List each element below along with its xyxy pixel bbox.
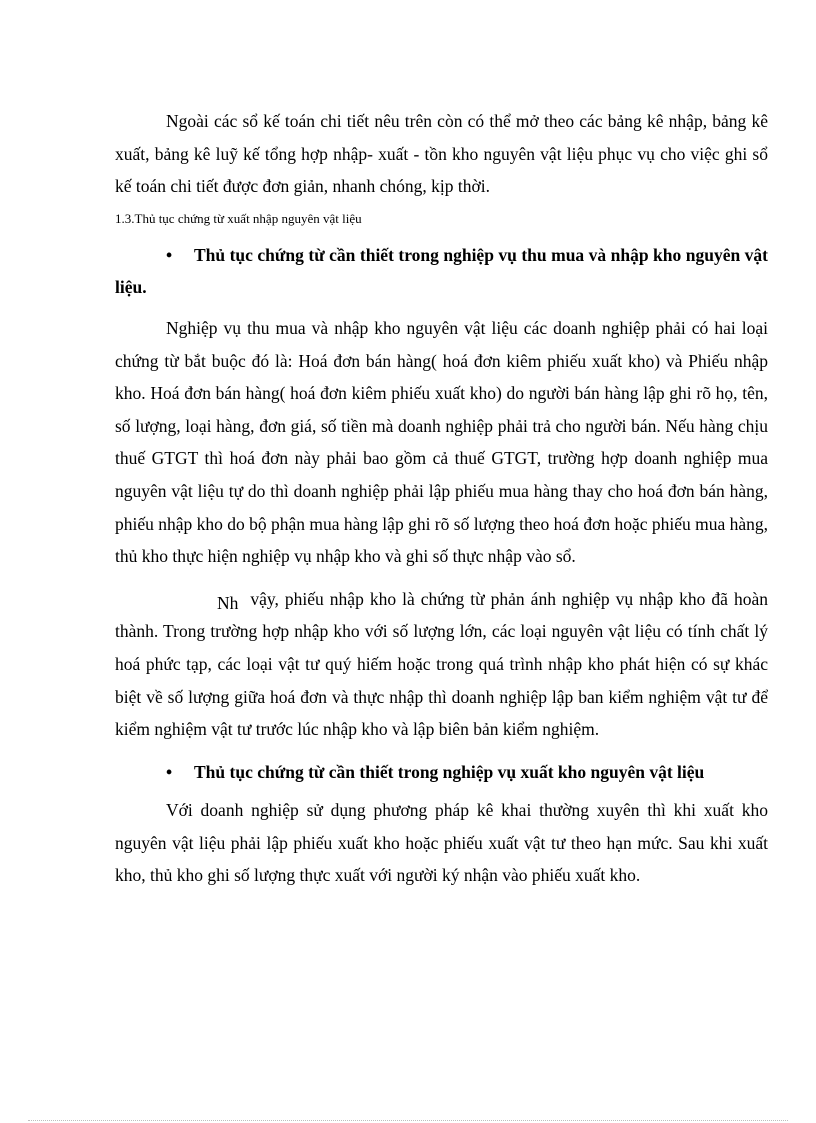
- bullet-icon: •: [166, 244, 173, 265]
- paragraph-receipt-note-text: vậy, phiếu nhập kho là chứng từ phản ánh nghiệp vụ nhập kho đã hoàn thành. Trong trường hợp nhập kho với số lượng lớn, các loại nguyên vật liệu có tính chất lý hoá phức tạp, các loại vật tư quý hiếm hoặc trong quá trình nhập kho phát hiện có sự khác biệt về số lượng giữa hoá đơn và thực nhập thì doanh nghiệp lập ban kiểm nghiệm vật tư để kiểm nghiệm vật tư trước lúc nhập kho và lập biên bản kiểm nghiệm.: [115, 588, 768, 740]
- paragraph-prefix: Nh: [217, 592, 239, 613]
- document-body: [115, 105, 768, 892]
- bullet-icon: •: [166, 761, 173, 782]
- paragraph-receipt-note: [115, 583, 768, 746]
- bullet-heading-receipt-text: Thủ tục chứng từ cần thiết trong nghiệp vụ thu mua và nhập kho nguyên vật liệu.: [115, 244, 768, 298]
- bullet-heading-issue: [115, 756, 768, 789]
- section-heading: 1.3.Thủ tục chứng từ xuất nhập nguyên vật liệu: [115, 210, 362, 226]
- page-bottom-rule: [28, 1120, 788, 1121]
- bullet-heading-issue-text: Thủ tục chứng từ cần thiết trong nghiệp vụ xuất kho nguyên vật liệu: [194, 761, 705, 782]
- paragraph-intro: Ngoài các sổ kế toán chi tiết nêu trên còn có thể mở theo các bảng kê nhập, bảng kê xuất, bảng kê luỹ kế tổng hợp nhập- xuất - tồn kho nguyên vật liệu phục vụ cho việc ghi sổ kế toán chi tiết được đơn giản, nhanh chóng, kịp thời.: [115, 111, 768, 197]
- paragraph-receipt-procedure: Nghiệp vụ thu mua và nhập kho nguyên vật liệu các doanh nghiệp phải có hai loại chứng từ bắt buộc đó là: Hoá đơn bán hàng( hoá đơn kiêm phiếu xuất kho) và Phiếu nhập kho. Hoá đơn bán hàng( hoá đơn kiêm phiếu xuất kho) do người bán hàng lập ghi rõ họ, tên, số lượng, loại hàng, đơn giá, số tiền mà doanh nghiệp phải trả cho người bán. Nếu hàng chịu thuế GTGT thì hoá đơn này phải bao gồm cả thuế GTGT, trường hợp doanh nghiệp mua nguyên vật liệu tự do thì doanh nghiệp phải lập phiếu mua hàng thay cho hoá đơn bán hàng, phiếu nhập kho do bộ phận mua hàng lập ghi rõ số lượng theo hoá đơn hoặc phiếu mua hàng, thủ kho thực hiện nghiệp vụ nhập kho và ghi số thực nhập vào sổ.: [115, 317, 769, 567]
- paragraph-issue-procedure: Với doanh nghiệp sử dụng phương pháp kê khai thường xuyên thì khi xuất kho nguyên vật liệu phải lập phiếu xuất kho hoặc phiếu xuất vật tư theo hạn mức. Sau khi xuất kho, thủ kho ghi số lượng thực xuất với người ký nhận vào phiếu xuất kho.: [115, 800, 768, 886]
- bullet-heading-receipt: [115, 239, 768, 304]
